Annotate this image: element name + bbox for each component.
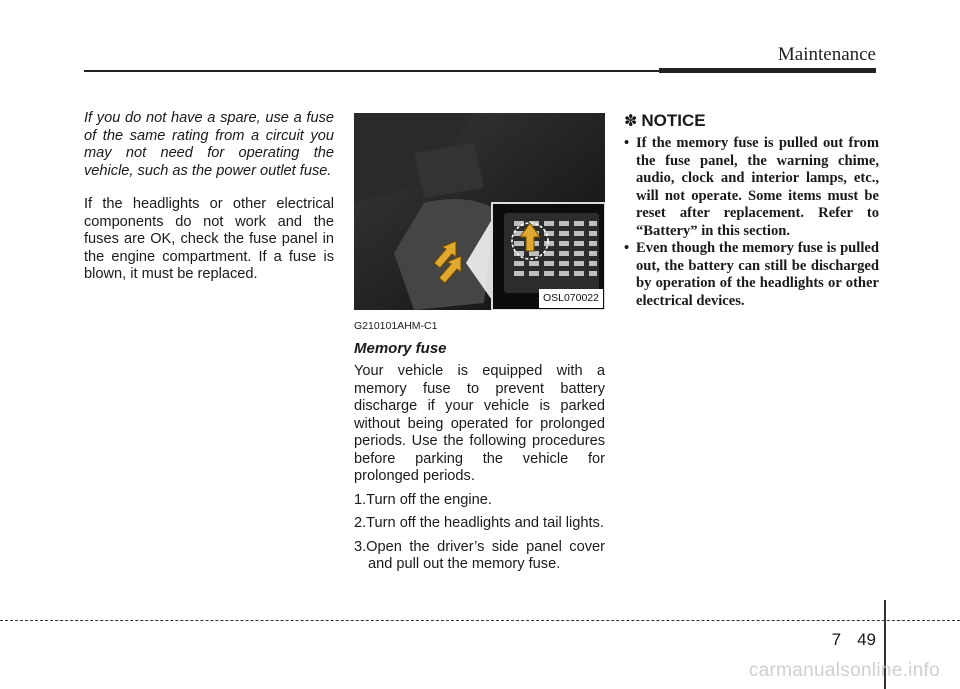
procedure-step: 3.Open the driver’s side panel cover and pull out the memory fuse. [354,538,605,572]
left-column [84,110,334,284]
notice-item-text: If the memory fuse is pulled out from the fuse panel, the warning chime, audio, clock and interior lamps, etc., will not operate. Some items must be reset after replacement. Refer to “Battery” in this section. [636,135,879,239]
engine-fuse-paragraph: If the headlights or other electrical components do not work and the fuses are OK, check the fuse panel in the engine compartment. If a fuse is blown, it must be replaced. [84,196,334,282]
notice-item [624,135,879,240]
spare-fuse-note: If you do not have a spare, use a fuse of the same rating from a circuit you may not need for operating the vehicle, such as the power outlet fuse. [84,110,334,179]
procedure-step: 2.Turn off the headlights and tail lights. [354,515,604,531]
notice-star-icon: ✽ [624,113,638,130]
page-number-value: 49 [857,630,876,649]
notice-column [624,111,879,310]
middle-column [354,113,605,580]
notice-title: NOTICE [641,111,706,130]
figure-code: OSL070022 [539,289,603,309]
header-rule-thick [659,68,876,73]
notice-heading [624,111,879,131]
bullet-icon: • [624,240,630,256]
notice-item-text: Even though the memory fuse is pulled out, the battery can still be discharged by operation of the headlights or other electrical devices. [636,240,879,309]
notice-item [624,240,879,310]
procedure-step: 1.Turn off the engine. [354,491,492,508]
bullet-icon: • [624,135,630,151]
memory-fuse-heading: Memory fuse [354,339,447,357]
footer-rule [0,620,960,621]
notice-list [624,135,879,310]
memory-fuse-body: Your vehicle is equipped with a memory fuse to prevent battery discharge if your vehicle is parked without being operated for prolonged periods. Use the following procedures before parking the vehicle for prolonged periods. [354,363,605,484]
fuse-panel-illustration [354,113,605,310]
procedure-steps [354,492,605,574]
reference-code: G210101AHM-C1 [354,320,438,332]
page-number [832,630,876,650]
fuse-panel-photo [354,113,605,310]
watermark-text: carmanualsonline.info [748,660,940,681]
section-title: Maintenance [777,44,876,65]
header-rule [84,70,660,72]
chapter-number: 7 [831,630,842,649]
